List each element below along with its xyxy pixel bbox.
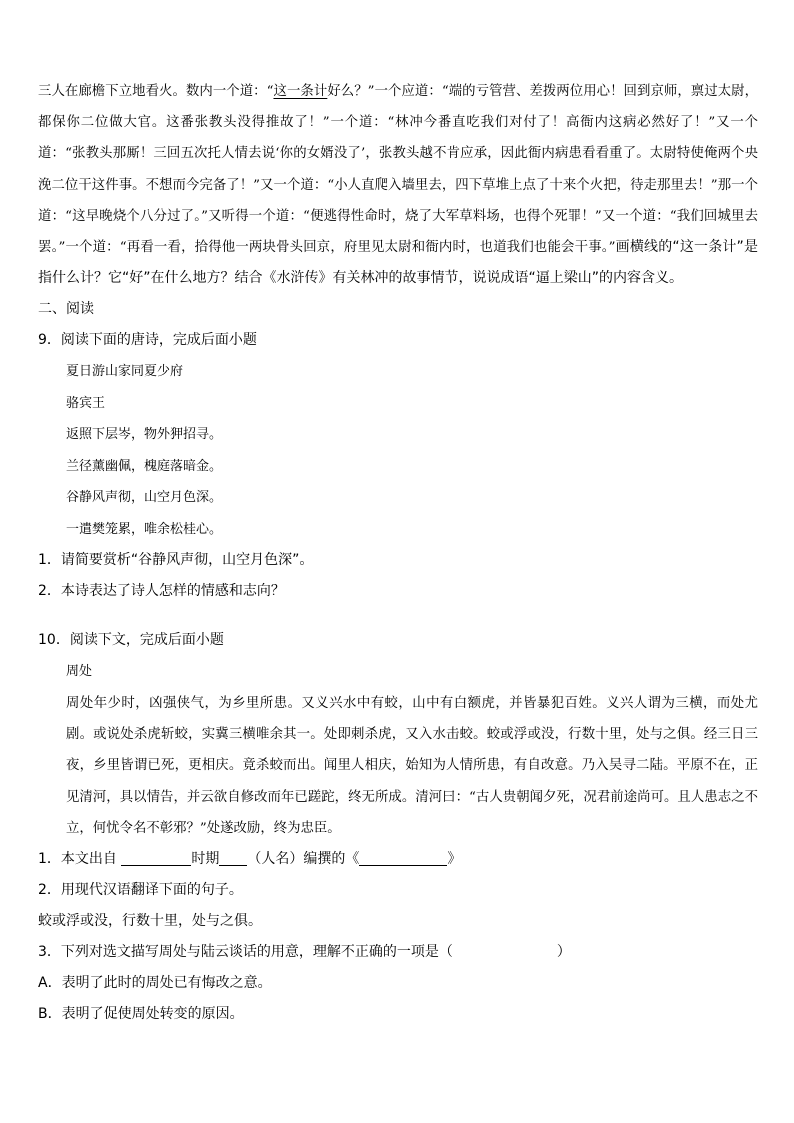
q10-sub1-text-c: （人名）编撰的《	[247, 850, 360, 867]
q10-sub2: 2．用现代汉语翻译下面的句子。	[38, 881, 243, 898]
answer-blank-book[interactable]	[359, 851, 447, 866]
poem-author: 骆宾王	[66, 395, 106, 411]
poem-line: 返照下层岑，物外狎招寻。	[66, 427, 223, 443]
intro-text-2: 好么？”一个应道：“端的亏管营、差拨两位用心！回到京师，禀过太尉，都保你二位做大官。这番张教头没得推故了！”一个道：“林冲今番直吃我们对付了！高衙内这病必然好了！”又一个道：“张教头那厮！三回五次托人情去说‘你的女婿没了’，张教头越不肯应承，因此衙内病患看看重了。太尉特使俺两个央浼二位干这件事。不想而今完备了！”又一个道：“小人直爬入墙里去，四下草堆上点了十来个火把，待走那里去！”那一个道：“这早晚烧个八分过了。”又听得一个道：“便逃得性命时，烧了大军草料场，也得个死罪！”又一个道：“我们回城里去罢。”一个道：“再看一看，拾得他一两块骨头回京，府里见太尉和衙内时，也道我们也能会干事。”	[38, 84, 758, 256]
q9-title: 9．阅读下面的唐诗，完成后面小题	[38, 332, 257, 349]
poem-line: 一遣樊笼累，唯余松桂心。	[66, 521, 223, 537]
q10-sub2-sentence: 蛟或浮或没，行数十里，处与之俱。	[38, 912, 262, 929]
q10-sub3-text-b: ）	[556, 943, 571, 960]
spacer	[38, 607, 758, 625]
intro-text-1: 三人在廊檐下立地看火。数内一个道：“	[38, 84, 274, 99]
q9-sub1: 1．请简要赏析“谷静风声彻，山空月色深”。	[38, 552, 314, 569]
q9-sub2: 2．本诗表达了诗人怎样的情感和志向？	[38, 583, 285, 600]
q10-sub1-text-a: 1．本文出自	[38, 850, 117, 867]
poem-title: 夏日游山家同夏少府	[66, 364, 184, 380]
essay-body	[38, 688, 758, 844]
q10-sub1-text-d: 》	[447, 850, 462, 867]
q10-sub1-text-b: 时期	[191, 850, 220, 867]
q10-sub3-text-a: 3．下列对选文描写周处与陆云谈话的用意，理解不正确的一项是（	[38, 943, 453, 960]
q10-sub3	[38, 937, 758, 968]
poem-line: 谷静风声彻，山空月色深。	[66, 490, 223, 506]
section-title: 二、阅读	[38, 301, 94, 318]
q10-title: 10．阅读下文，完成后面小题	[38, 632, 224, 649]
document-page	[38, 76, 758, 1030]
poem-line: 兰径薰幽佩，槐庭落暗金。	[66, 458, 223, 474]
answer-blank-author[interactable]	[219, 851, 247, 866]
option-b: B．表明了促使周处转变的原因。	[38, 1005, 244, 1022]
option-a: A．表明了此时的周处已有悔改之意。	[38, 974, 272, 991]
essay-title: 周处	[66, 664, 93, 680]
intro-question: 画横线的“这一条计”是指什么计？它“好”在什么地方？结合《水浒传》有关林冲的故事情节，说说成语“逼上梁山”的内容含义。	[38, 239, 758, 287]
intro-passage	[38, 76, 758, 294]
answer-blank-era[interactable]	[121, 851, 191, 866]
underlined-phrase: 这一条计	[273, 84, 328, 99]
essay-text: 周处年少时，凶强侠气，为乡里所患。又义兴水中有蛟，山中有白额虎，并皆暴犯百姓。义兴人谓为三横，而处尤剧。或说处杀虎斩蛟，实冀三横唯余其一。处即刺杀虎，又入水击蛟。蛟或浮或没，行数十里，处与之俱。经三日三夜，乡里皆谓已死，更相庆。竟杀蛟而出。闻里人相庆，始知为人情所患，有自改意。乃入吴寻二陆。平原不在，正见清河，具以情告，并云欲自修改而年已蹉跎，终无所成。清河曰：“古人贵朝闻夕死，况君前途尚可。且人患志之不立，何忧令名不彰邪？”处遂改励，终为忠臣。	[66, 695, 758, 836]
q10-sub1	[38, 844, 758, 875]
